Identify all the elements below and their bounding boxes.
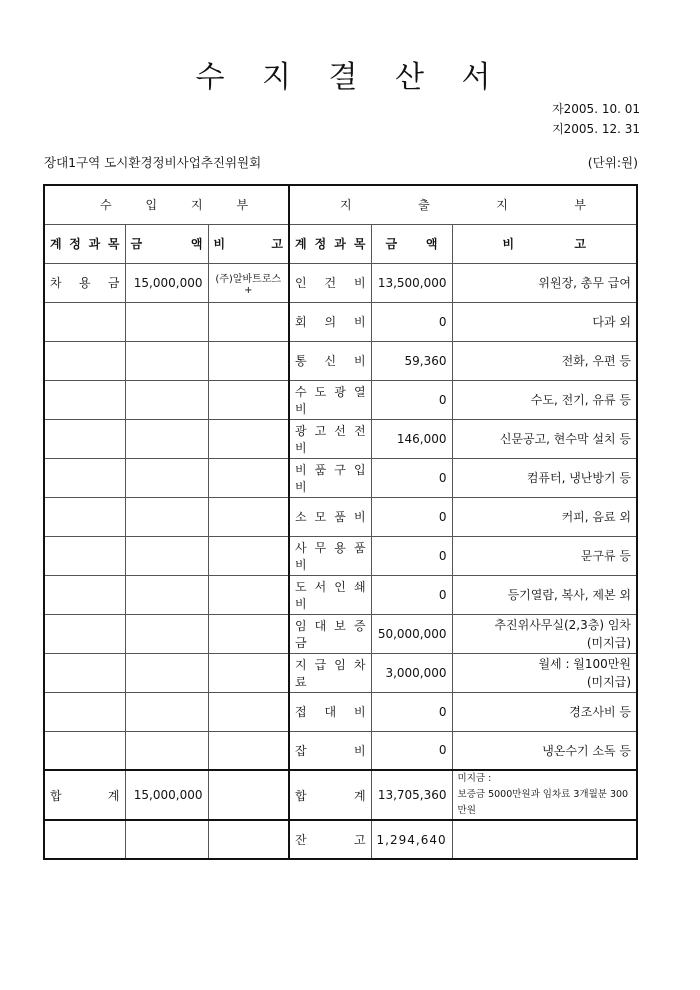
table-row	[44, 497, 637, 536]
expense-remark: 전화, 우편 등	[452, 341, 637, 380]
expense-remark: 다과 외	[452, 302, 637, 341]
table-row	[44, 536, 637, 575]
expense-amount-header: 금 액	[371, 224, 452, 263]
expense-remark	[452, 653, 637, 692]
income-account	[44, 692, 125, 731]
expense-remark-header: 비 고	[502, 237, 586, 251]
expense-remark: 위원장, 총무 급여	[452, 263, 637, 302]
table-row	[44, 302, 637, 341]
income-amount: 15,000,000	[125, 263, 208, 302]
expense-remark	[452, 614, 637, 653]
income-remark	[208, 653, 289, 692]
income-amount	[125, 341, 208, 380]
table-row	[44, 419, 637, 458]
expense-amount: 13,500,000	[371, 263, 452, 302]
expense-account: 비 품 구 입 비	[289, 458, 371, 497]
period-to: 지2005. 12. 31	[552, 122, 640, 136]
income-account	[44, 497, 125, 536]
income-amount	[125, 536, 208, 575]
income-account	[44, 653, 125, 692]
table-row	[44, 692, 637, 731]
income-amount	[125, 458, 208, 497]
income-remark	[208, 458, 289, 497]
expense-remark: 냉온수기 소독 등	[452, 731, 637, 770]
income-total-amount: 15,000,000	[125, 770, 208, 820]
expense-account: 도 서 인 쇄 비	[289, 575, 371, 614]
expense-account: 잡 비	[289, 731, 371, 770]
total-row	[44, 770, 637, 820]
expense-account: 지 급 임 차 료	[289, 653, 371, 692]
expense-total-label: 합 계	[289, 770, 371, 820]
income-account	[44, 302, 125, 341]
income-amount	[125, 614, 208, 653]
expense-amount: 0	[371, 575, 452, 614]
expense-amount: 0	[371, 731, 452, 770]
income-amount	[125, 380, 208, 419]
expense-account: 통 신 비	[289, 341, 371, 380]
balance-row	[44, 820, 637, 859]
income-amount	[125, 419, 208, 458]
table-row	[44, 575, 637, 614]
expense-account: 인 건 비	[289, 263, 371, 302]
income-amount	[125, 497, 208, 536]
income-remark	[208, 302, 289, 341]
expense-amount: 0	[371, 458, 452, 497]
remark-line: (미지급)	[586, 635, 631, 650]
income-amount	[125, 653, 208, 692]
expense-remark: 신문공고, 현수막 설치 등	[452, 419, 637, 458]
expense-amount: 59,360	[371, 341, 452, 380]
unit-label: (단위:원)	[587, 155, 638, 170]
expense-account-header: 계 정 과 목	[289, 224, 371, 263]
settlement-table	[43, 184, 638, 860]
income-account	[44, 419, 125, 458]
income-remark	[208, 341, 289, 380]
income-amount	[125, 302, 208, 341]
expense-amount: 3,000,000	[371, 653, 452, 692]
expense-amount: 146,000	[371, 419, 452, 458]
income-amount-header: 금 액	[125, 224, 208, 263]
expense-remark: 커피, 음료 외	[452, 497, 637, 536]
income-remark	[208, 497, 289, 536]
note-title: 미지금 :	[457, 773, 492, 784]
expense-remark: 문구류 등	[452, 536, 637, 575]
table-row	[44, 614, 637, 653]
expense-account: 광 고 선 전 비	[289, 419, 371, 458]
income-account	[44, 731, 125, 770]
income-account	[44, 380, 125, 419]
expense-amount: 0	[371, 536, 452, 575]
income-remark	[208, 380, 289, 419]
income-remark: (주)알바트로스+	[208, 263, 289, 302]
expense-remark: 수도, 전기, 유류 등	[452, 380, 637, 419]
balance-amount: 1,294,640	[371, 820, 452, 859]
note-body: 보증금 5000만원과 임차료 3개월분 300만원	[457, 789, 629, 816]
unpaid-note	[452, 770, 637, 820]
income-amount	[125, 575, 208, 614]
expense-account: 사 무 용 품 비	[289, 536, 371, 575]
table-row	[44, 458, 637, 497]
expense-remark: 컴퓨터, 냉난방기 등	[452, 458, 637, 497]
expense-account: 소 모 품 비	[289, 497, 371, 536]
income-total-label: 합 계	[44, 770, 125, 820]
income-total-remark	[208, 770, 289, 820]
income-remark	[208, 614, 289, 653]
expense-total-amount: 13,705,360	[371, 770, 452, 820]
expense-account: 수 도 광 열 비	[289, 380, 371, 419]
income-account: 차 용 금	[44, 263, 125, 302]
income-remark	[208, 731, 289, 770]
income-account	[44, 458, 125, 497]
page-title: 수 지 결 산 서	[195, 60, 505, 95]
remark-line: 추진위사무실(2,3층) 임차	[494, 617, 631, 632]
table-row	[44, 263, 637, 302]
expense-account: 임 대 보 증 금	[289, 614, 371, 653]
income-amount	[125, 692, 208, 731]
table-row	[44, 341, 637, 380]
expense-remark: 등기열람, 복사, 제본 외	[452, 575, 637, 614]
income-account	[44, 341, 125, 380]
expense-amount: 0	[371, 497, 452, 536]
income-account	[44, 575, 125, 614]
income-remark	[208, 536, 289, 575]
income-account	[44, 614, 125, 653]
empty	[125, 820, 208, 859]
expense-account: 회 의 비	[289, 302, 371, 341]
period-from: 자2005. 10. 01	[552, 102, 640, 116]
expense-amount: 0	[371, 380, 452, 419]
balance-label: 잔 고	[289, 820, 371, 859]
income-remark-header: 비 고	[208, 224, 289, 263]
expense-header: 지 출 지 부	[340, 198, 586, 213]
empty	[452, 820, 637, 859]
organization-name: 장대1구역 도시환경정비사업추진위원회	[44, 155, 262, 170]
expense-amount: 0	[371, 692, 452, 731]
income-header: 수 입 지 부	[100, 198, 249, 213]
remark-line: 월세 : 월100만원	[538, 656, 631, 671]
remark-line: (미지급)	[586, 674, 631, 689]
empty	[208, 820, 289, 859]
expense-remark: 경조사비 등	[452, 692, 637, 731]
expense-account: 접 대 비	[289, 692, 371, 731]
table-row	[44, 380, 637, 419]
income-account	[44, 536, 125, 575]
income-remark	[208, 692, 289, 731]
expense-amount: 0	[371, 302, 452, 341]
income-account-header: 계 정 과 목	[44, 224, 125, 263]
income-remark	[208, 575, 289, 614]
expense-amount: 50,000,000	[371, 614, 452, 653]
income-remark	[208, 419, 289, 458]
table-row	[44, 731, 637, 770]
table-row	[44, 653, 637, 692]
income-amount	[125, 731, 208, 770]
empty	[44, 820, 125, 859]
